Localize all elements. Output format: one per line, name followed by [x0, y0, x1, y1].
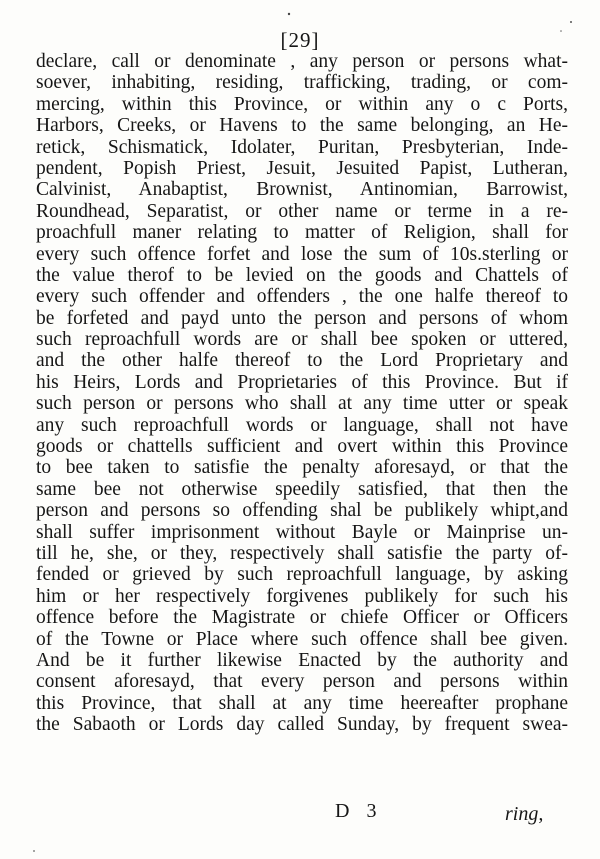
text-line: and the other halfe thereof to the Lord Proprietary and: [36, 350, 568, 372]
text-line: the Sabaoth or Lords day called Sunday, by frequent swea-: [36, 714, 568, 736]
text-line: mercing, within this Province, or within any o c Ports,: [36, 93, 568, 115]
signature-mark: D 3: [335, 800, 383, 822]
text-line: goods or chattells sufficient and overt within this Province: [36, 436, 568, 458]
body-text: [36, 51, 568, 736]
text-line: Harbors, Creeks, or Havens to the same belonging, an He-: [36, 115, 568, 137]
text-line: And be it further likewise Enacted by the authority and: [36, 649, 568, 671]
text-line: every such offender and offenders , the one halfe thereof to: [36, 286, 568, 308]
text-line: consent aforesayd, that every person and persons within: [36, 671, 568, 693]
text-line: declare, call or denominate , any person or persons what-: [36, 51, 568, 72]
text-line: his Heirs, Lords and Proprietaries of this Province. But if: [36, 371, 568, 393]
text-line: shall suffer imprisonment without Bayle or Mainprise un-: [36, 521, 568, 543]
text-line: such person or persons who shall at any time utter or speak: [36, 393, 568, 415]
catchword: ring,: [505, 803, 544, 825]
text-line: proachfull maner relating to matter of Religion, shall for: [36, 222, 568, 244]
text-line: to bee taken to satisfie the penalty aforesayd, or that the: [36, 457, 568, 479]
page-number: [29]: [280, 28, 320, 52]
text-line: soever, inhabiting, residing, trafficking, trading, or com-: [36, 72, 568, 94]
text-line: Calvinist, Anabaptist, Brownist, Antinomian, Barrowist,: [36, 179, 568, 201]
text-line: fended or grieved by such reproachfull language, by asking: [36, 564, 568, 586]
text-line: Roundhead, Separatist, or other name or terme in a re-: [36, 200, 568, 222]
text-line: the value therof to be levied on the goods and Chattels of: [36, 264, 568, 286]
text-line: of the Towne or Place where such offence shall bee given.: [36, 628, 568, 650]
page-footer: [0, 800, 600, 830]
text-line: person and persons so offending shal be publikely whipt,and: [36, 500, 568, 522]
text-line: this Province, that shall at any time heereafter prophane: [36, 692, 568, 714]
text-line: till he, she, or they, respectively shall satisfie the party of-: [36, 542, 568, 564]
text-line: offence before the Magistrate or chiefe Officer or Officers: [36, 607, 568, 629]
text-line: pendent, Popish Priest, Jesuit, Jesuited Papist, Lutheran,: [36, 157, 568, 179]
text-line: retick, Schismatick, Idolater, Puritan, Presbyterian, Inde-: [36, 136, 568, 158]
text-line: every such offence forfet and lose the sum of 10s.sterling or: [36, 243, 568, 265]
text-line: any such reproachfull words or language, shall not have: [36, 414, 568, 436]
text-line: him or her respectively forgivenes publikely for such his: [36, 585, 568, 607]
text-line: be forfeted and payd unto the person and persons of whom: [36, 307, 568, 329]
text-line: such reproachfull words are or shall bee spoken or uttered,: [36, 329, 568, 351]
text-line: same bee not otherwise speedily satisfied, that then the: [36, 478, 568, 500]
